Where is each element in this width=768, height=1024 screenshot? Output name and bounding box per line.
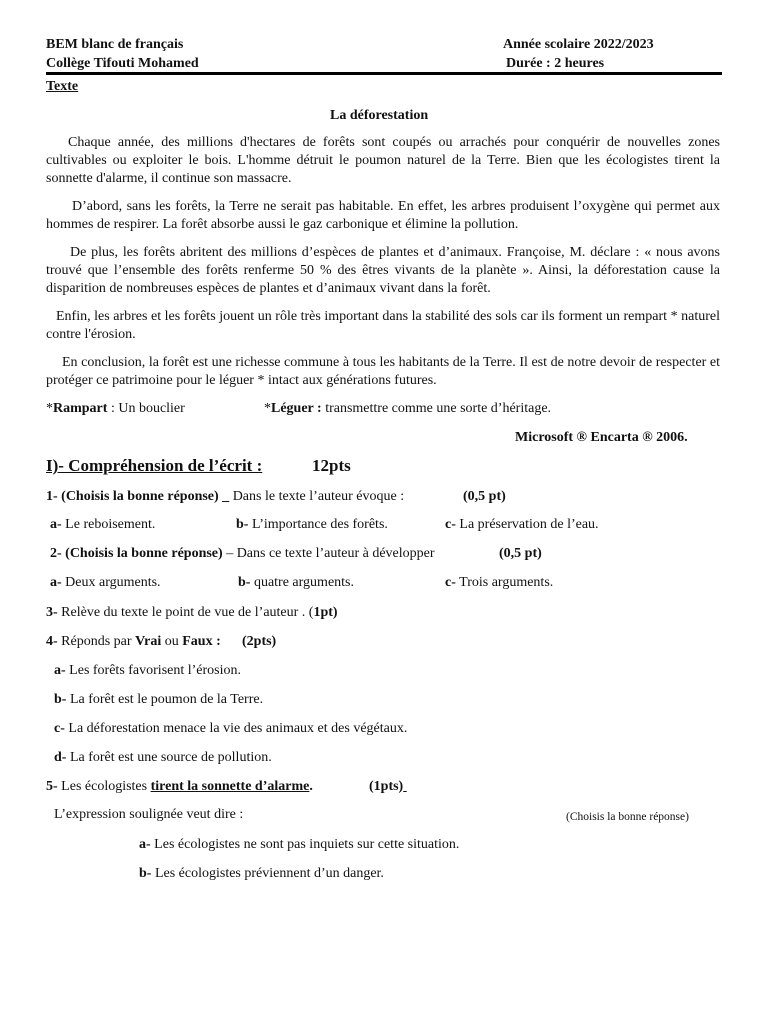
paragraph-2: D’abord, sans les forêts, la Terre ne serait pas habitable. En effet, les arbres produisent l’oxygène qui permet aux hommes de respirer. La forêt absorbe aussi le gaz carbonique et élimine la pollution. bbox=[46, 199, 720, 232]
q4-item-b bbox=[54, 691, 263, 709]
item-letter: c- bbox=[54, 721, 65, 736]
question-5-points bbox=[369, 778, 407, 796]
text-label: Texte bbox=[46, 79, 79, 94]
item-letter: a- bbox=[54, 663, 66, 678]
q1-option-b bbox=[236, 516, 388, 534]
question-4-points: (2pts) bbox=[242, 634, 277, 649]
question-5-hint: (Choisis la bonne réponse) bbox=[566, 811, 689, 823]
q4-item-d bbox=[54, 749, 272, 767]
text-source: Microsoft ® Encarta ® 2006. bbox=[515, 430, 688, 445]
option-text: Trois arguments. bbox=[455, 575, 554, 590]
option-letter: b- bbox=[139, 866, 152, 881]
item-letter: d- bbox=[54, 750, 67, 765]
glossary-star: * bbox=[264, 401, 271, 416]
paragraph-3: De plus, les forêts abritent des millions d’espèces de plantes et d’animaux. Françoise, M. déclare : « nous avons trouvé que l’ensemble des forêts renferme 50 % des êtres vivants de la planète ». Ainsi, la déforestation cause la disparition de nombreuses espèces de plantes et d’animaux vivant dans la forêt. bbox=[46, 245, 720, 296]
question-5-prompt: L’expression soulignée veut dire : bbox=[54, 807, 244, 822]
text-title: La déforestation bbox=[330, 108, 429, 123]
exam-title: BEM blanc de français bbox=[46, 37, 184, 52]
question-3 bbox=[46, 604, 338, 622]
paragraph-1: Chaque année, des millions d'hectares de forêts sont coupés ou arrachés pour conquérir de nouvelles zones cultivables ou exploiter le bois. L'homme détruit le poumon naturel de la Terre. Bien que les écologistes tirent la sonnette d'alarme, il continue son massacre. bbox=[46, 135, 720, 186]
question-1-points: (0,5 pt) bbox=[463, 489, 506, 504]
paragraph-4: Enfin, les arbres et les forêts jouent un rôle très important dans la stabilité des sols car ils forment un rempart * naturel contre l'érosion. bbox=[46, 309, 720, 342]
q1-option-c bbox=[445, 516, 599, 534]
option-text: L’importance des forêts. bbox=[248, 517, 388, 532]
question-points: 1pt) bbox=[313, 605, 338, 620]
option-text: quatre arguments. bbox=[250, 575, 354, 590]
option-letter: a- bbox=[139, 837, 151, 852]
question-text: – Dans ce texte l’auteur à développer bbox=[222, 546, 435, 561]
section-points: 12pts bbox=[312, 456, 351, 475]
header-divider bbox=[46, 72, 722, 75]
option-text: Le reboisement. bbox=[61, 517, 156, 532]
q4-item-a bbox=[54, 662, 241, 680]
question-text: Relève du texte le point de vue de l’auteur . ( bbox=[57, 605, 314, 620]
question-number: 1- (Choisis la bonne réponse) _ bbox=[46, 489, 230, 504]
glossary-definition: transmettre comme une sorte d’héritage. bbox=[321, 401, 552, 416]
q5-option-a bbox=[139, 836, 459, 854]
question-text: Dans le texte l’auteur évoque : bbox=[229, 489, 405, 504]
q4-item-c bbox=[54, 720, 407, 738]
question-text: ou bbox=[161, 634, 183, 649]
question-2-points: (0,5 pt) bbox=[499, 546, 542, 561]
option-letter: b- bbox=[236, 517, 249, 532]
item-text: La déforestation menace la vie des animaux et des végétaux. bbox=[64, 721, 408, 736]
paragraph-5: En conclusion, la forêt est une richesse commune à tous les habitants de la Terre. Il est de notre devoir de respecter et protéger ce patrimoine pour le léguer * intact aux générations futures. bbox=[46, 355, 720, 388]
question-text: Les écologistes bbox=[57, 779, 151, 794]
answer-true: Vrai bbox=[135, 634, 162, 649]
q2-option-c bbox=[445, 574, 553, 592]
glossary-word: Rampart bbox=[53, 401, 108, 416]
question-number: 2- (Choisis la bonne réponse) bbox=[50, 546, 223, 561]
item-text: La forêt est le poumon de la Terre. bbox=[66, 692, 264, 707]
option-letter: b- bbox=[238, 575, 251, 590]
section-title bbox=[46, 457, 262, 475]
school-name: Collège Tifouti Mohamed bbox=[46, 56, 199, 71]
option-letter: c- bbox=[445, 575, 456, 590]
item-text: Les forêts favorisent l’érosion. bbox=[65, 663, 242, 678]
option-text: Deux arguments. bbox=[61, 575, 161, 590]
expression-period: . bbox=[309, 779, 313, 794]
item-letter: b- bbox=[54, 692, 67, 707]
question-1 bbox=[46, 488, 404, 506]
points-text: (1pts) bbox=[369, 779, 404, 794]
glossary-leguer bbox=[264, 400, 551, 418]
q5-option-b bbox=[139, 865, 384, 883]
glossary-definition: : Un bouclier bbox=[107, 401, 185, 416]
option-letter: a- bbox=[50, 575, 62, 590]
question-number: 4- bbox=[46, 634, 58, 649]
points-trailing-underline bbox=[403, 779, 407, 794]
q1-option-a bbox=[50, 516, 155, 534]
question-2 bbox=[50, 545, 435, 563]
question-text: Réponds par bbox=[57, 634, 136, 649]
option-text: Les écologistes préviennent d’un danger. bbox=[151, 866, 384, 881]
question-number: 3- bbox=[46, 605, 58, 620]
option-letter: a- bbox=[50, 517, 62, 532]
question-5 bbox=[46, 778, 313, 796]
glossary-word: Léguer : bbox=[271, 401, 322, 416]
underlined-expression: tirent la sonnette d’alarme bbox=[150, 779, 310, 794]
section-title-text: I)- Compréhension de l’écrit : bbox=[46, 456, 263, 475]
answer-false: Faux : bbox=[182, 634, 221, 649]
option-letter: c- bbox=[445, 517, 456, 532]
item-text: La forêt est une source de pollution. bbox=[66, 750, 272, 765]
option-text: Les écologistes ne sont pas inquiets sur cette situation. bbox=[150, 837, 460, 852]
option-text: La préservation de l’eau. bbox=[455, 517, 599, 532]
q2-option-a bbox=[50, 574, 161, 592]
school-year: Année scolaire 2022/2023 bbox=[503, 37, 654, 52]
question-number: 5- bbox=[46, 779, 58, 794]
exam-duration: Durée : 2 heures bbox=[506, 56, 605, 71]
q2-option-b bbox=[238, 574, 354, 592]
glossary-star: * bbox=[46, 401, 53, 416]
glossary-rampart bbox=[46, 400, 185, 418]
question-4 bbox=[46, 633, 221, 651]
